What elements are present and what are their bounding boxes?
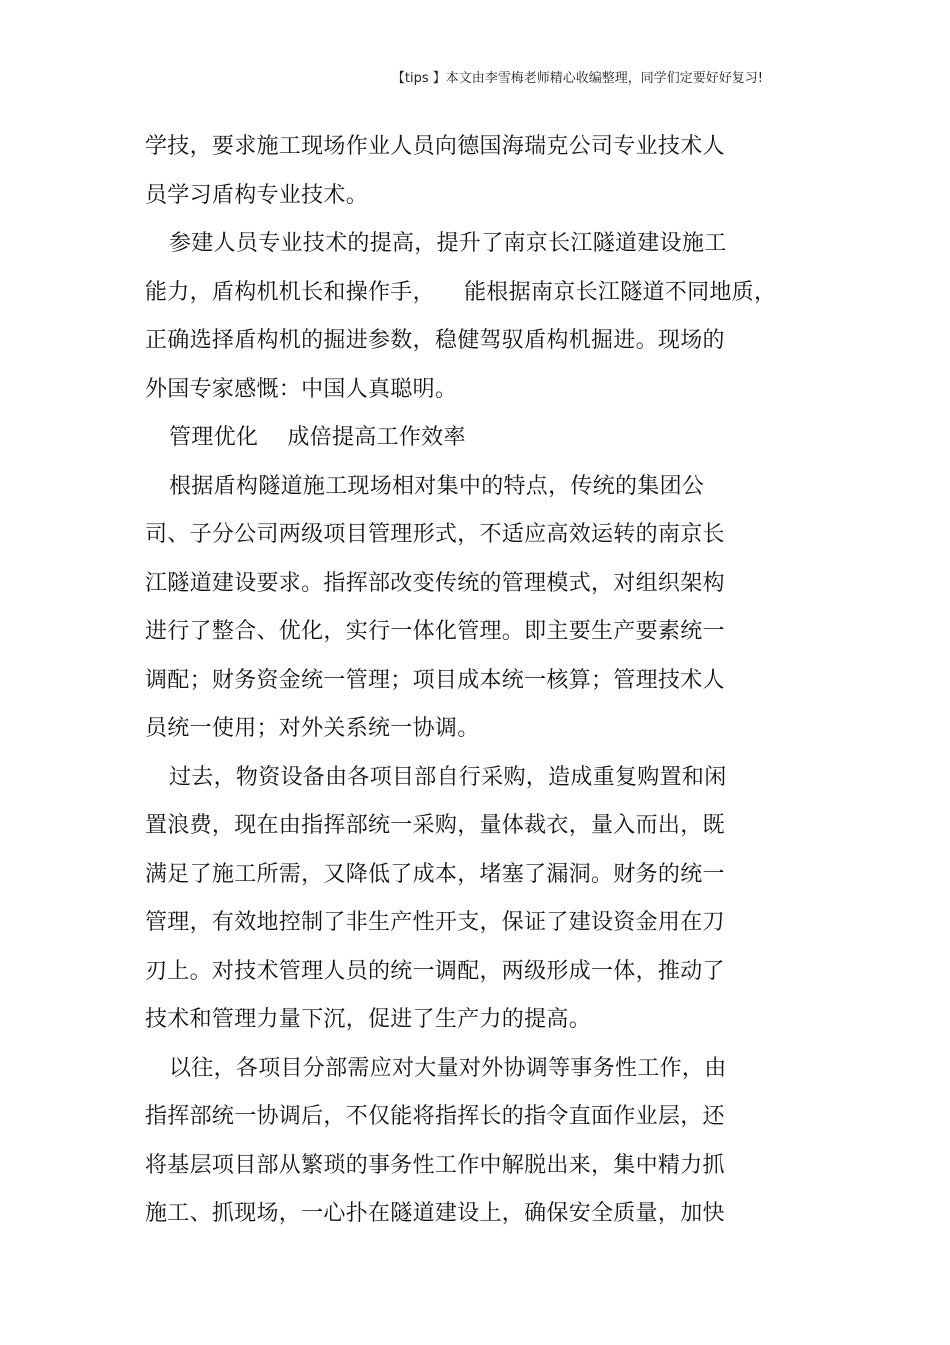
text-line: 正确选择盾构机的掘进参数，稳健驾驭盾构机掘进。现场的	[145, 328, 725, 353]
text-line: 能力，盾构机机长和操作手， 能根据南京长江隧道不同地质，	[145, 279, 777, 305]
text-line: 刃上。对技术管理人员的统一调配，两级形成一体，推动了	[145, 958, 725, 984]
document-body	[145, 123, 785, 1239]
text-line: 置浪费，现在由指挥部统一采购，量体裁衣，量入而出，既	[145, 813, 725, 838]
text-line: 调配；财务资金统一管理；项目成本统一核算；管理技术人	[145, 667, 725, 693]
text-line: 根据盾构隧道施工现场相对集中的特点，传统的集团公	[169, 473, 705, 499]
text-line: 技术和管理力量下沉，促进了生产力的提高。	[145, 1007, 592, 1032]
text-line: 将基层项目部从繁琐的事务性工作中解脱出来，集中精力抓	[145, 1152, 725, 1178]
text-line: 以往，各项目分部需应对大量对外协调等事务性工作，由	[169, 1055, 727, 1081]
text-line: 江隧道建设要求。指挥部改变传统的管理模式，对组织架构	[145, 570, 725, 596]
text-line: 过去，物资设备由各项目部自行采购，造成重复购置和闲	[169, 764, 727, 790]
text-line: 进行了整合、优化，实行一体化管理。即主要生产要素统一	[145, 619, 725, 644]
header-note: 【tips 】本文由李雪梅老师精心收编整理，同学们定要好好复习!	[391, 71, 763, 86]
text-line: 员统一使用；对外关系统一协调。	[145, 716, 480, 741]
text-line: 参建人员专业技术的提高，提升了南京长江隧道建设施工	[169, 231, 727, 256]
section-heading: 管理优化 成倍提高工作效率	[169, 425, 466, 450]
text-line: 满足了施工所需，又降低了成本，堵塞了漏洞。财务的统一	[145, 861, 725, 887]
text-line: 外国专家感慨：中国人真聪明。	[145, 376, 458, 402]
text-line: 员学习盾构专业技术。	[145, 182, 369, 208]
text-line: 管理，有效地控制了非生产性开支，保证了建设资金用在刀	[145, 910, 725, 935]
text-line: 指挥部统一协调后，不仅能将指挥长的指令直面作业层，还	[145, 1104, 725, 1129]
text-line: 司、子分公司两级项目管理形式，不适应高效运转的南京长	[145, 522, 725, 547]
text-line: 学技，要求施工现场作业人员向德国海瑞克公司专业技术人	[145, 134, 725, 159]
text-line: 施工、抓现场，一心扑在隧道建设上，确保安全质量，加快	[145, 1201, 725, 1226]
